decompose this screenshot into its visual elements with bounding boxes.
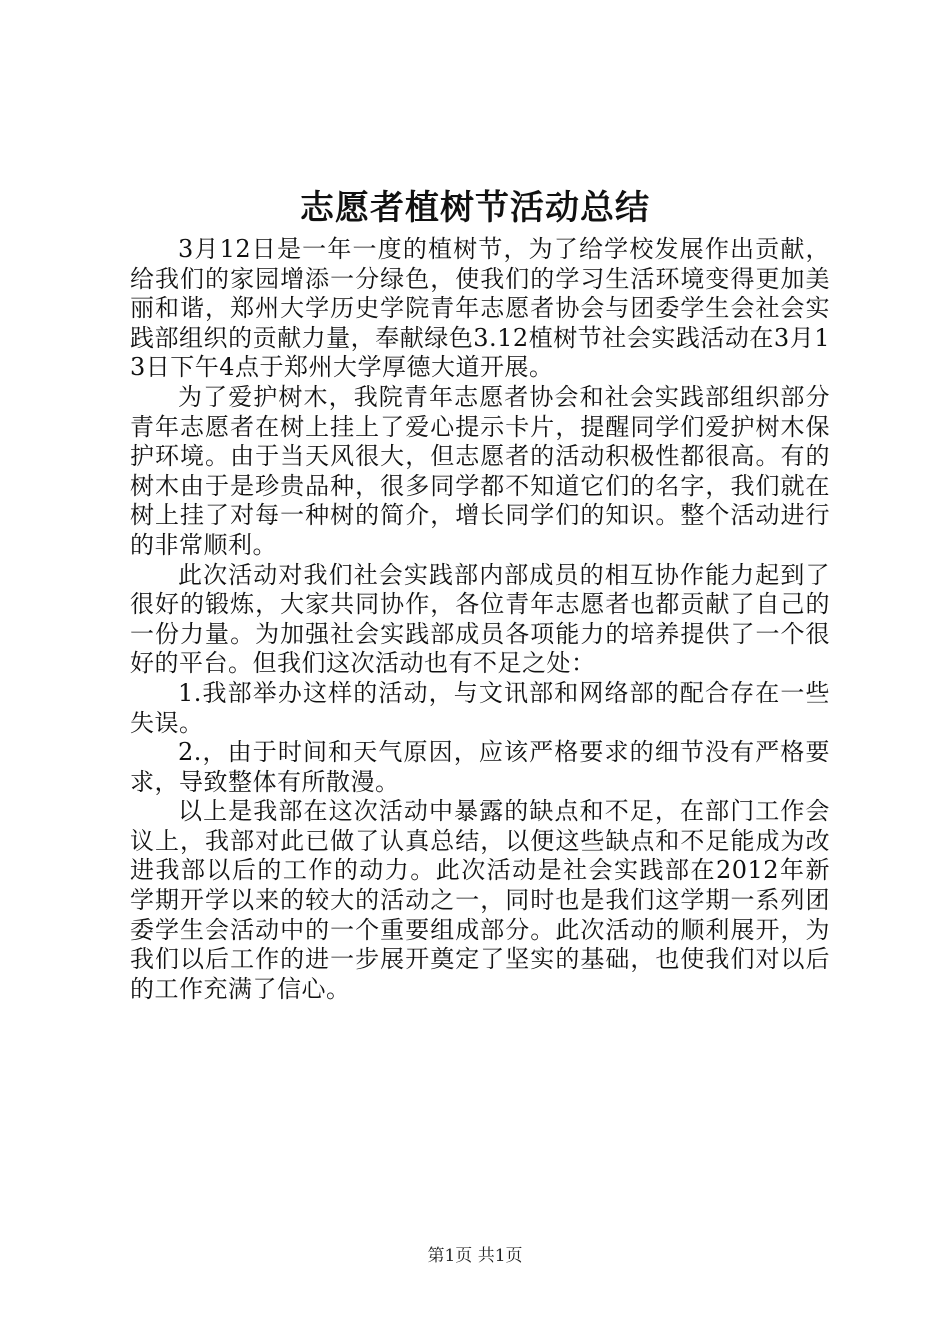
- document-body: [130, 235, 830, 1004]
- paragraph-evaluation: 此次活动对我们社会实践部内部成员的相互协作能力起到了很好的锻炼，大家共同协作，各位青年志愿者也都贡献了自己的一份力量。为加强社会实践部成员各项能力的培养提供了一个很好的平台。但我们这次活动也有不足之处：: [130, 560, 830, 678]
- document-title: 志愿者植树节活动总结: [300, 188, 650, 228]
- paragraph-activity: 为了爱护树木，我院青年志愿者协会和社会实践部组织部分青年志愿者在树上挂上了爱心提示卡片，提醒同学们爱护树木保护环境。由于当天风很大，但志愿者的活动积极性都很高。有的树木由于是珍贵品种，很多同学都不知道它们的名字，我们就在树上挂了对每一种树的简介，增长同学们的知识。整个活动进行的非常顺利。: [130, 382, 830, 559]
- paragraph-conclusion: 以上是我部在这次活动中暴露的缺点和不足，在部门工作会议上，我部对此已做了认真总结，以便这些缺点和不足能成为改进我部以后的工作的动力。此次活动是社会实践部在2012年新学期开学以来的较大的活动之一，同时也是我们这学期一系列团委学生会活动中的一个重要组成部分。此次活动的顺利展开，为我们以后工作的进一步展开奠定了坚实的基础，也使我们对以后的工作充满了信心。: [130, 797, 830, 1003]
- page-footer: 第1页 共1页: [427, 1246, 523, 1266]
- paragraph-shortcoming-2: 2.，由于时间和天气原因，应该严格要求的细节没有严格要求，导致整体有所散漫。: [130, 738, 830, 796]
- paragraph-intro: 3月12日是一年一度的植树节，为了给学校发展作出贡献，给我们的家园增添一分绿色，使我们的学习生活环境变得更加美丽和谐，郑州大学历史学院青年志愿者协会与团委学生会社会实践部组织的贡献力量，奉献绿色3.12植树节社会实践活动在3月13日下午4点于郑州大学厚德大道开展。: [130, 235, 830, 382]
- paragraph-shortcoming-1: 1.我部举办这样的活动，与文讯部和网络部的配合存在一些失误。: [130, 678, 830, 737]
